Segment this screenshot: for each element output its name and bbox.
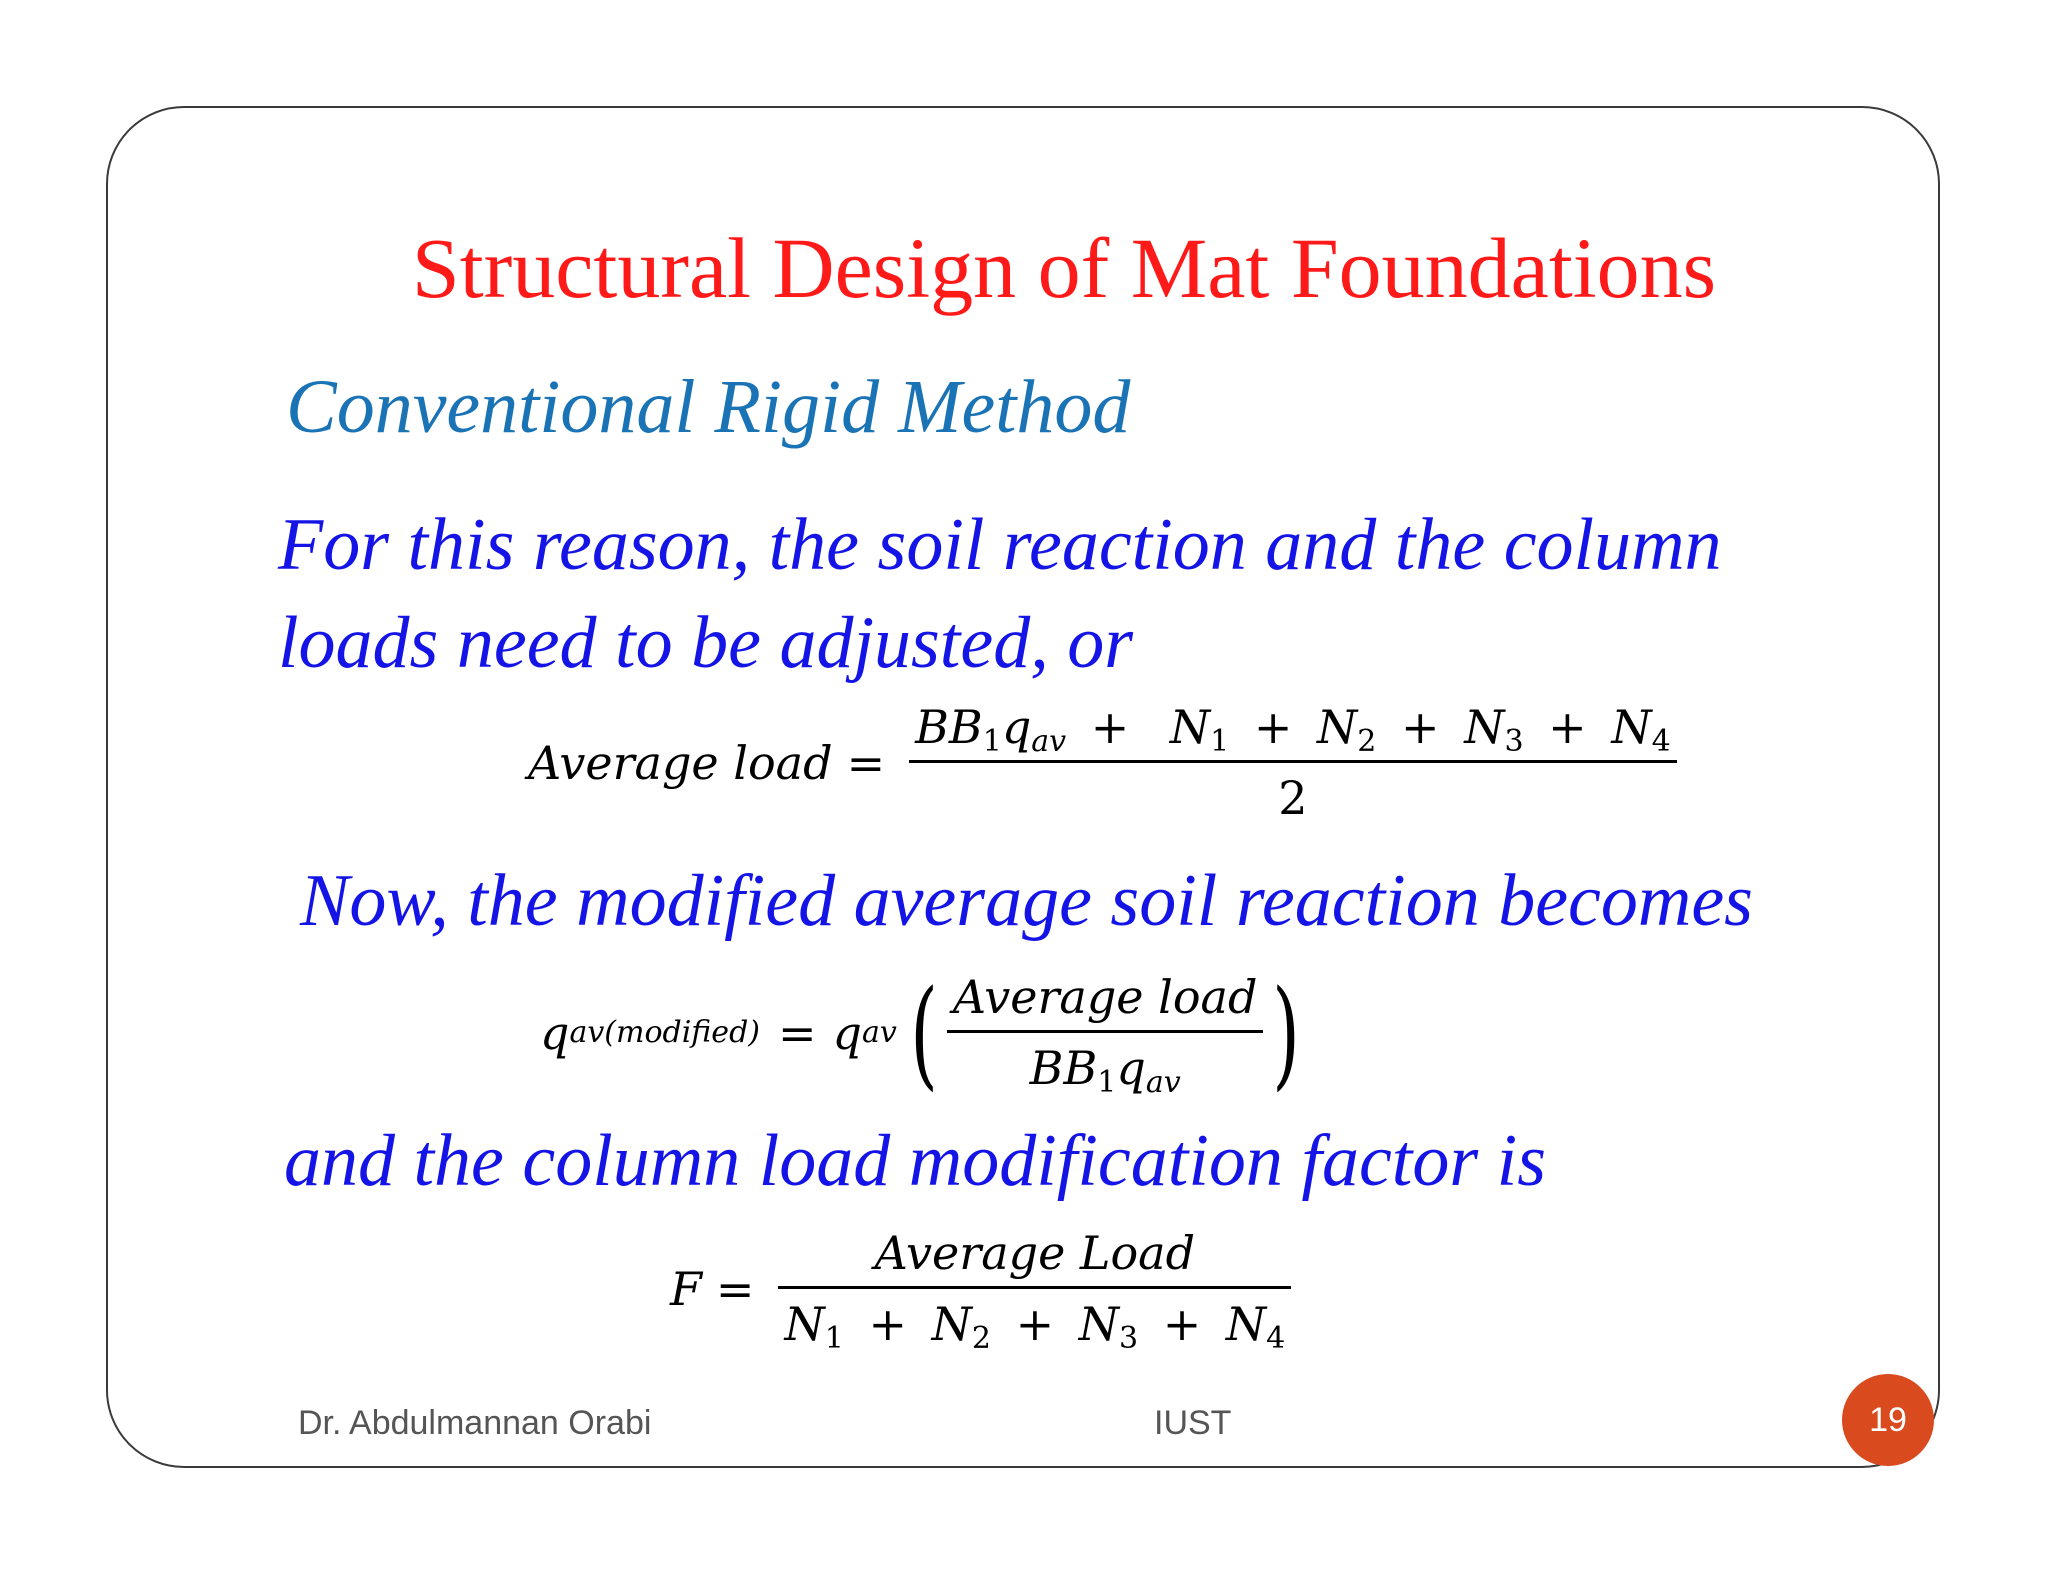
- footer-author: Dr. Abdulmannan Orabi: [298, 1404, 652, 1442]
- var-q: q: [832, 1005, 862, 1060]
- eq-equals: =: [846, 735, 886, 790]
- op-plus: +: [868, 1297, 907, 1351]
- op-plus: +: [1090, 700, 1130, 754]
- sub-2: 2: [971, 1321, 991, 1356]
- sub-3: 3: [1504, 724, 1524, 759]
- sub-av: av: [1031, 724, 1067, 759]
- var-n: N: [1225, 1297, 1267, 1351]
- eq-numerator: Average load: [952, 970, 1258, 1024]
- eq-denominator: [947, 1030, 1264, 1100]
- eq-equals: =: [715, 1261, 755, 1316]
- var-n: N: [1169, 700, 1211, 754]
- op-plus: +: [1015, 1297, 1055, 1351]
- paragraph-line: For this reason, the soil reaction and the column: [278, 504, 1722, 586]
- left-paren: (: [910, 963, 938, 1102]
- eq-numerator: [909, 700, 1677, 760]
- eq-denominator: 2: [909, 760, 1677, 825]
- sub-1: 1: [1210, 724, 1230, 759]
- paragraph-soil-reaction: [278, 496, 1722, 692]
- footer-institution: IUST: [1154, 1404, 1232, 1442]
- sub-1: 1: [982, 724, 1002, 759]
- sub-4: 4: [1266, 1321, 1286, 1356]
- var-n: N: [931, 1297, 972, 1351]
- var-bb: BB: [915, 700, 983, 754]
- sub-4: 4: [1651, 724, 1671, 759]
- equation-modification-factor: [670, 1226, 1301, 1356]
- sub-3: 3: [1119, 1321, 1139, 1356]
- var-q: q: [1116, 1041, 1146, 1095]
- op-plus: +: [1162, 1297, 1202, 1351]
- var-f: F: [670, 1261, 702, 1316]
- var-bb: BB: [1029, 1041, 1098, 1095]
- sub-1: 1: [824, 1321, 844, 1356]
- op-plus: +: [1401, 700, 1440, 754]
- sub-2: 2: [1357, 724, 1377, 759]
- var-n: N: [1611, 700, 1652, 754]
- eq-numerator: Average Load: [874, 1226, 1196, 1280]
- eq-denominator: [778, 1286, 1291, 1356]
- paragraph-modified-reaction: Now, the modified average soil reaction becomes: [300, 860, 1753, 942]
- paragraph-line: loads need to be adjusted, or: [278, 602, 1134, 684]
- right-paren: ): [1272, 963, 1301, 1102]
- page-number-badge: 19: [1842, 1374, 1934, 1466]
- equation-average-load: [528, 700, 1687, 825]
- sub-av: av: [1145, 1065, 1181, 1100]
- eq-lhs: Average load: [528, 735, 833, 790]
- eq-fraction: [778, 1226, 1291, 1356]
- sub-1: 1: [1097, 1065, 1117, 1100]
- var-n: N: [1317, 700, 1358, 754]
- var-q: q: [540, 1005, 570, 1060]
- eq-fraction: [947, 970, 1264, 1100]
- op-plus: +: [1548, 700, 1587, 754]
- eq-equals: =: [777, 1005, 817, 1060]
- var-q: q: [1001, 700, 1032, 754]
- slide-title: Structural Design of Mat Foundations: [411, 220, 1717, 316]
- slide-subtitle: Conventional Rigid Method: [286, 365, 1131, 449]
- eq-fraction: [909, 700, 1677, 825]
- paragraph-modification-factor: and the column load modification factor is: [284, 1120, 1547, 1202]
- var-n: N: [1464, 700, 1505, 754]
- equation-modified-soil-reaction: q av(modified) = q av ( $\frac{\text{Average load}}{BB_1q_{av}}$ ): [540, 963, 1301, 1102]
- var-n: N: [1078, 1297, 1119, 1351]
- op-plus: +: [1253, 700, 1293, 754]
- var-n: N: [784, 1297, 825, 1351]
